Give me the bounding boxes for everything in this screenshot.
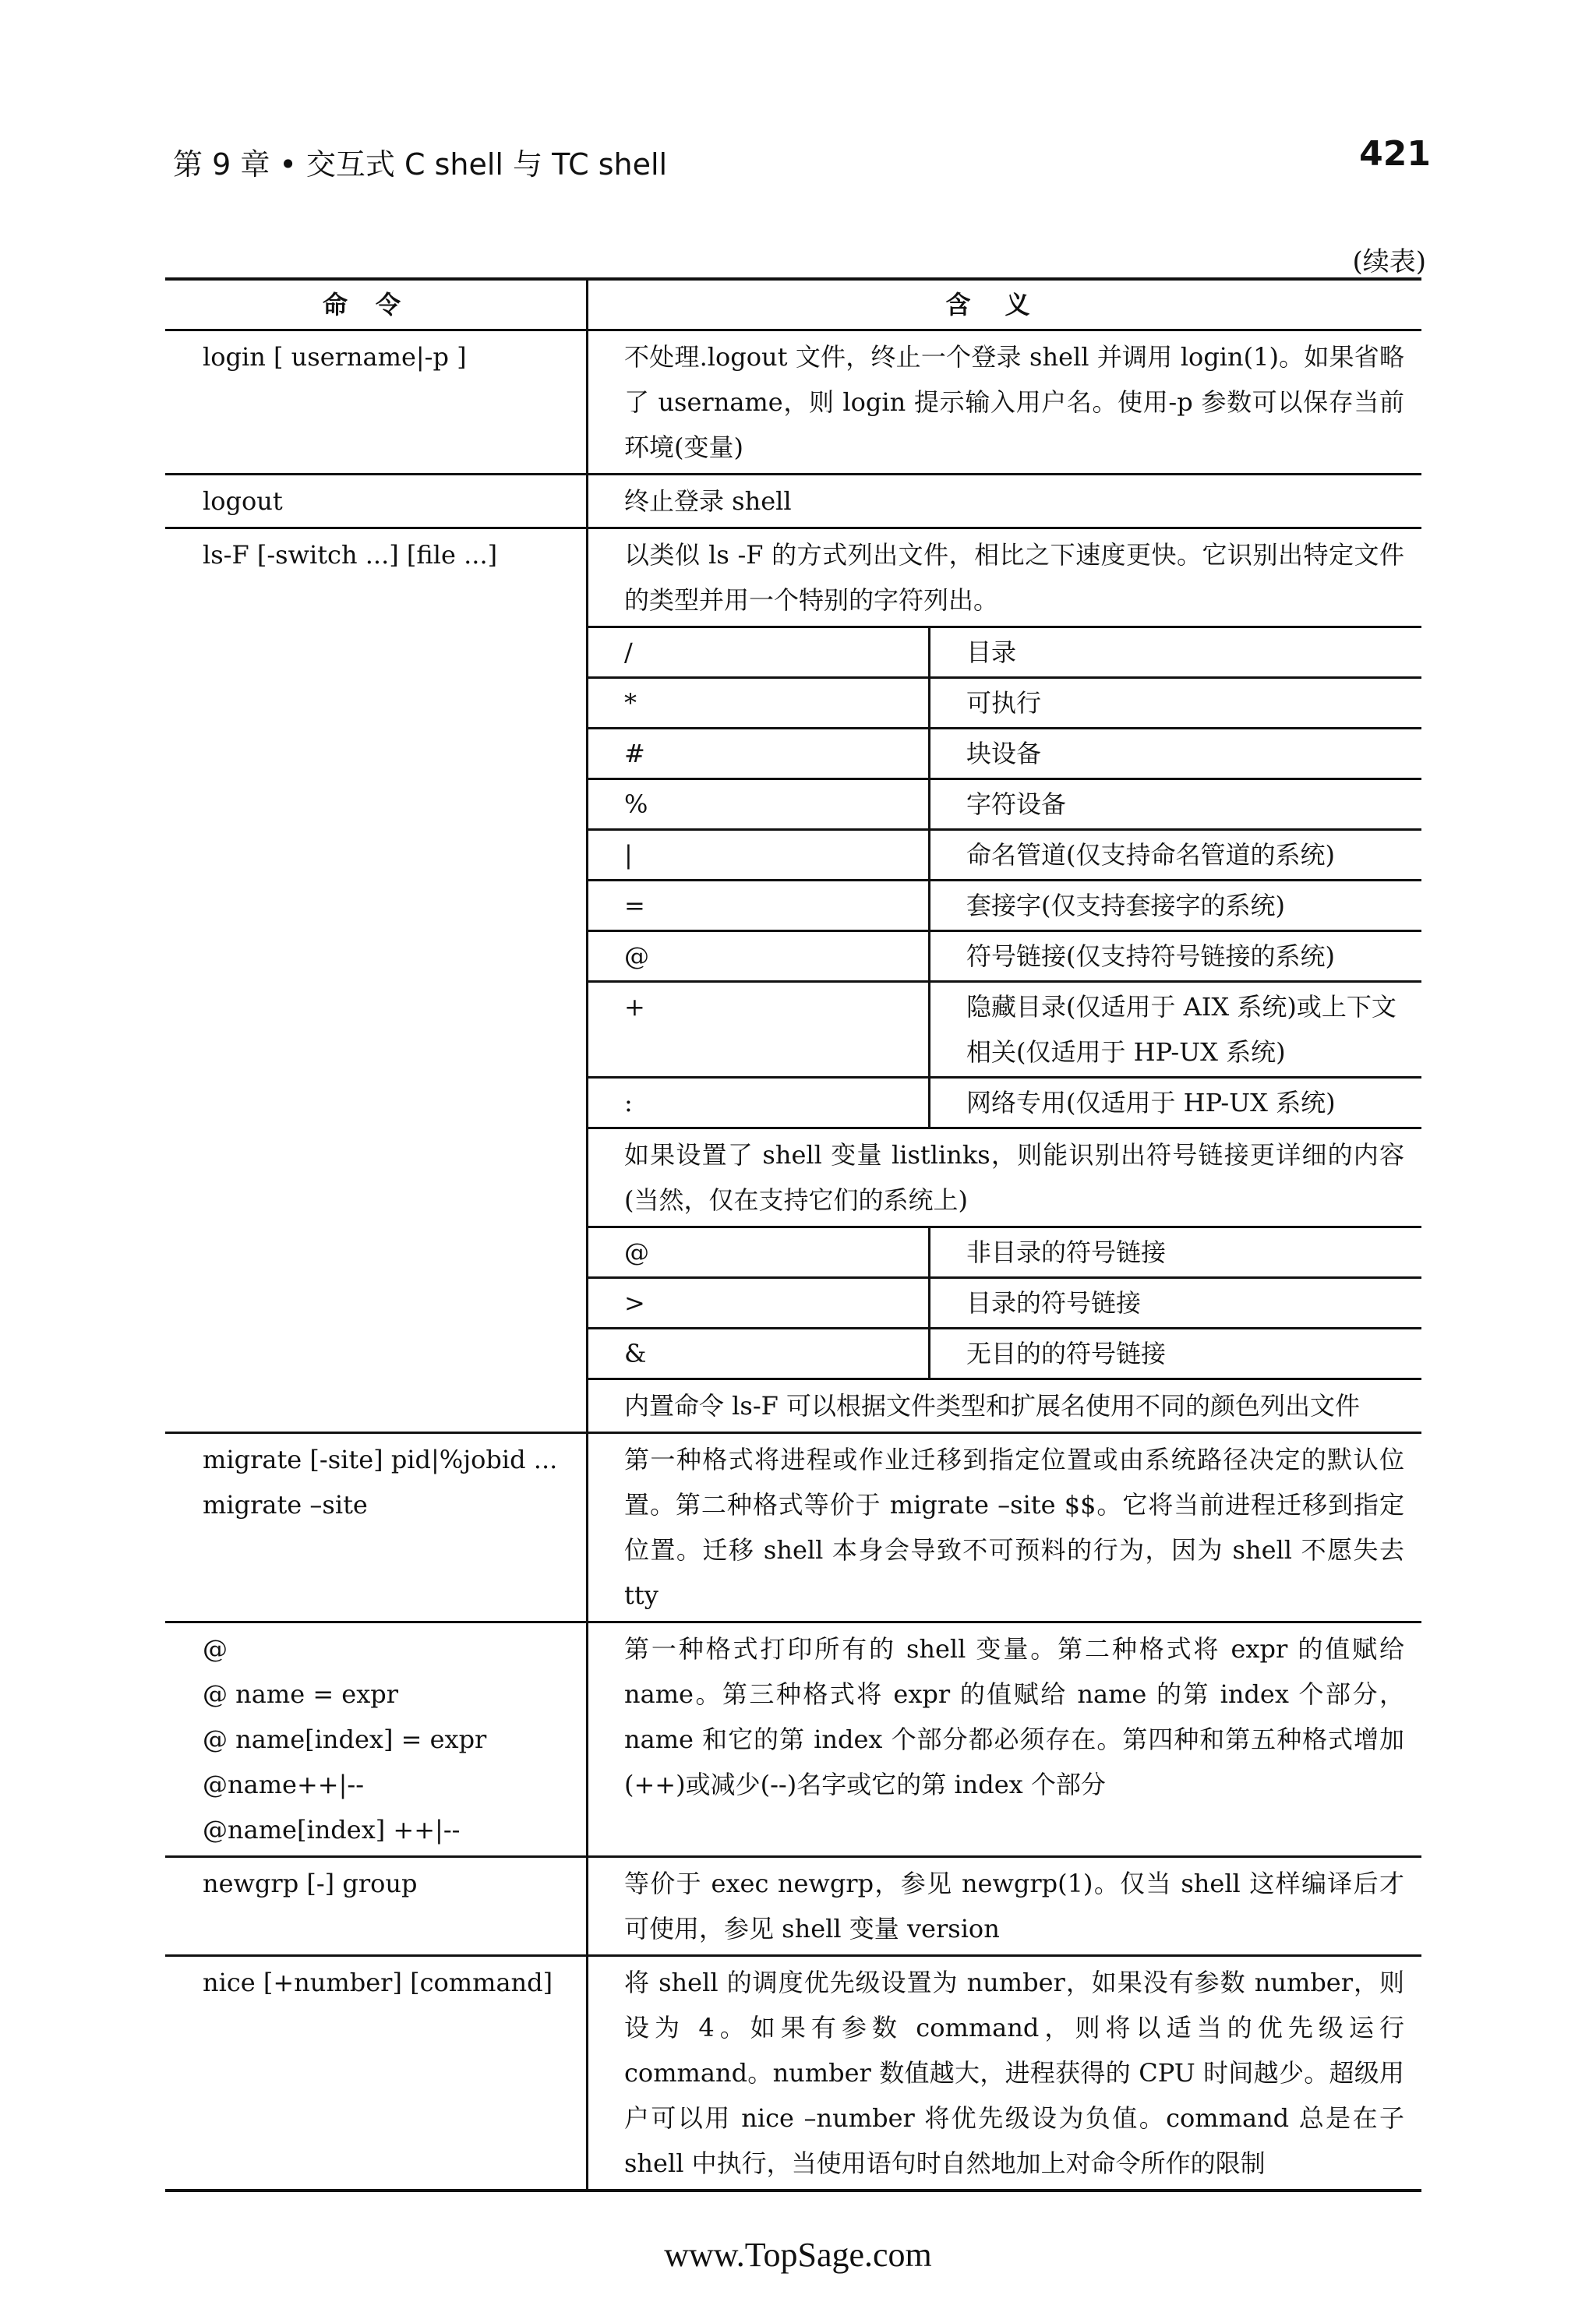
symbol-meaning: 套接字(仅支持套接字的系统) <box>930 881 1422 931</box>
description-text: 等价于 exec newgrp，参见 newgrp(1)。仅当 shell 这样编译后才可使用，参见 shell 变量 version <box>624 1869 1404 1944</box>
description-text: 第一种格式将进程或作业迁移到指定位置或由系统路径决定的默认位置。第二种格式等价于 migrate –site $$。它将当前进程迁移到指定位置。迁移 shell 本身会导致不可预料的行为，因为 shell 不愿失去 tty <box>624 1445 1404 1610</box>
description-cell <box>588 1433 1422 1622</box>
symbol-row <box>588 1227 1421 1278</box>
command-table <box>165 277 1421 2192</box>
command-cell <box>165 528 588 1433</box>
symbol: @ <box>588 931 930 982</box>
table-row <box>165 1857 1421 1956</box>
description-text: 以类似 ls -F 的方式列出文件，相比之下速度更快。它识别出特定文件的类型并用一个特别的字符列出。 <box>624 540 1404 615</box>
symbol-table <box>588 626 1421 1127</box>
symbol-meaning: 无目的的符号链接 <box>930 1329 1422 1379</box>
symbol: / <box>588 627 930 678</box>
command-text: nice [+number] [command] <box>203 1968 553 1997</box>
symbol: > <box>588 1278 930 1329</box>
command-text: migrate –site <box>203 1490 368 1520</box>
symbol-row <box>588 779 1421 830</box>
footer-url: www.TopSage.com <box>664 2236 932 2274</box>
symbol: : <box>588 1078 930 1128</box>
symbol: + <box>588 982 930 1078</box>
description-text: 终止登录 shell <box>624 486 792 516</box>
chapter-header: 第 9 章 • 交互式 C shell 与 TC shell <box>173 147 668 182</box>
description-cell <box>588 330 1422 475</box>
symbol-meaning: 块设备 <box>930 729 1422 779</box>
command-text: @name[index] ++|-- <box>203 1815 461 1845</box>
symbol: # <box>588 729 930 779</box>
table-row <box>165 475 1421 528</box>
symbol-meaning: 非目录的符号链接 <box>930 1227 1422 1278</box>
description-cell <box>588 475 1422 528</box>
command-text: @ name[index] = expr <box>203 1725 487 1754</box>
command-text: newgrp [-] group <box>203 1869 418 1898</box>
table-row <box>165 1956 1421 2191</box>
description-text: 不处理.logout 文件，终止一个登录 shell 并调用 login(1)。如果省略了 username，则 login 提示输入用户名。使用-p 参数可以保存当前环境(变量) <box>624 342 1404 462</box>
symbol-meaning: 命名管道(仅支持命名管道的系统) <box>930 830 1422 881</box>
command-column-header: 命令 <box>165 279 588 330</box>
description-cell <box>588 528 1422 1433</box>
table-row <box>165 1622 1421 1857</box>
symbol-row <box>588 982 1421 1078</box>
command-cell <box>165 1433 588 1622</box>
command-text: ls-F [-switch ...] [file ...] <box>203 540 498 570</box>
symbol-row <box>588 627 1421 678</box>
command-text: @ <box>203 1634 228 1664</box>
symbol-meaning: 符号链接(仅支持符号链接的系统) <box>930 931 1422 982</box>
symbol-row <box>588 1329 1421 1379</box>
table-row <box>165 1433 1421 1622</box>
symbol-table <box>588 1226 1421 1378</box>
symbol-row <box>588 729 1421 779</box>
symbol: & <box>588 1329 930 1379</box>
symbol-row <box>588 881 1421 931</box>
command-text: @ name = expr <box>203 1679 399 1709</box>
description-cell <box>588 1956 1422 2191</box>
symbol-meaning: 目录 <box>930 627 1422 678</box>
symbol-row <box>588 1278 1421 1329</box>
command-text: login [ username|-p ] <box>203 342 467 372</box>
command-text: migrate [-site] pid|%jobid ... <box>203 1445 558 1474</box>
symbol: % <box>588 779 930 830</box>
symbol-meaning: 可执行 <box>930 678 1422 729</box>
command-text: logout <box>203 486 283 516</box>
description-text: 将 shell 的调度优先级设置为 number，如果没有参数 number，则设为 4。如果有参数 command，则将以适当的优先级运行 command。number 数值越大，进程获得的 CPU 时间越少。超级用户可以用 nice –number 将优先级设为负值。command 总是在子 shell 中执行，当使用语句时自然地加上对命令所作的限制 <box>624 1968 1404 2178</box>
command-cell <box>165 330 588 475</box>
symbol: @ <box>588 1227 930 1278</box>
symbol-meaning: 字符设备 <box>930 779 1422 830</box>
table-row <box>165 528 1421 1433</box>
command-cell <box>165 475 588 528</box>
description-text: 第一种格式打印所有的 shell 变量。第二种格式将 expr 的值赋给 name。第三种格式将 expr 的值赋给 name 的第 index 个部分，name 和它的第 index 个部分都必须存在。第四种和第五种格式增加(++)或减少(--)名字或它的第 index 个部分 <box>624 1634 1404 1799</box>
symbol-row <box>588 678 1421 729</box>
description-text: 如果设置了 shell 变量 listlinks，则能识别出符号链接更详细的内容(当然，仅在支持它们的系统上) <box>588 1127 1421 1226</box>
meaning-column-header: 含义 <box>588 279 1422 330</box>
table-row <box>165 330 1421 475</box>
symbol-row <box>588 830 1421 881</box>
page-number: 421 <box>1359 134 1431 174</box>
description-cell <box>588 1857 1422 1956</box>
symbol: = <box>588 881 930 931</box>
continued-label: (续表) <box>1352 246 1426 277</box>
description-cell <box>588 1622 1422 1857</box>
command-cell <box>165 1956 588 2191</box>
symbol-meaning: 目录的符号链接 <box>930 1278 1422 1329</box>
symbol-meaning: 网络专用(仅适用于 HP-UX 系统) <box>930 1078 1422 1128</box>
command-text: @name++|-- <box>203 1770 364 1799</box>
table-header-row <box>165 279 1421 330</box>
command-cell <box>165 1857 588 1956</box>
command-cell <box>165 1622 588 1857</box>
symbol: * <box>588 678 930 729</box>
symbol-meaning: 隐藏目录(仅适用于 AIX 系统)或上下文相关(仅适用于 HP-UX 系统) <box>930 982 1422 1078</box>
symbol-row <box>588 931 1421 982</box>
description-text: 内置命令 ls-F 可以根据文件类型和扩展名使用不同的颜色列出文件 <box>588 1378 1421 1432</box>
symbol: | <box>588 830 930 881</box>
symbol-row <box>588 1078 1421 1128</box>
